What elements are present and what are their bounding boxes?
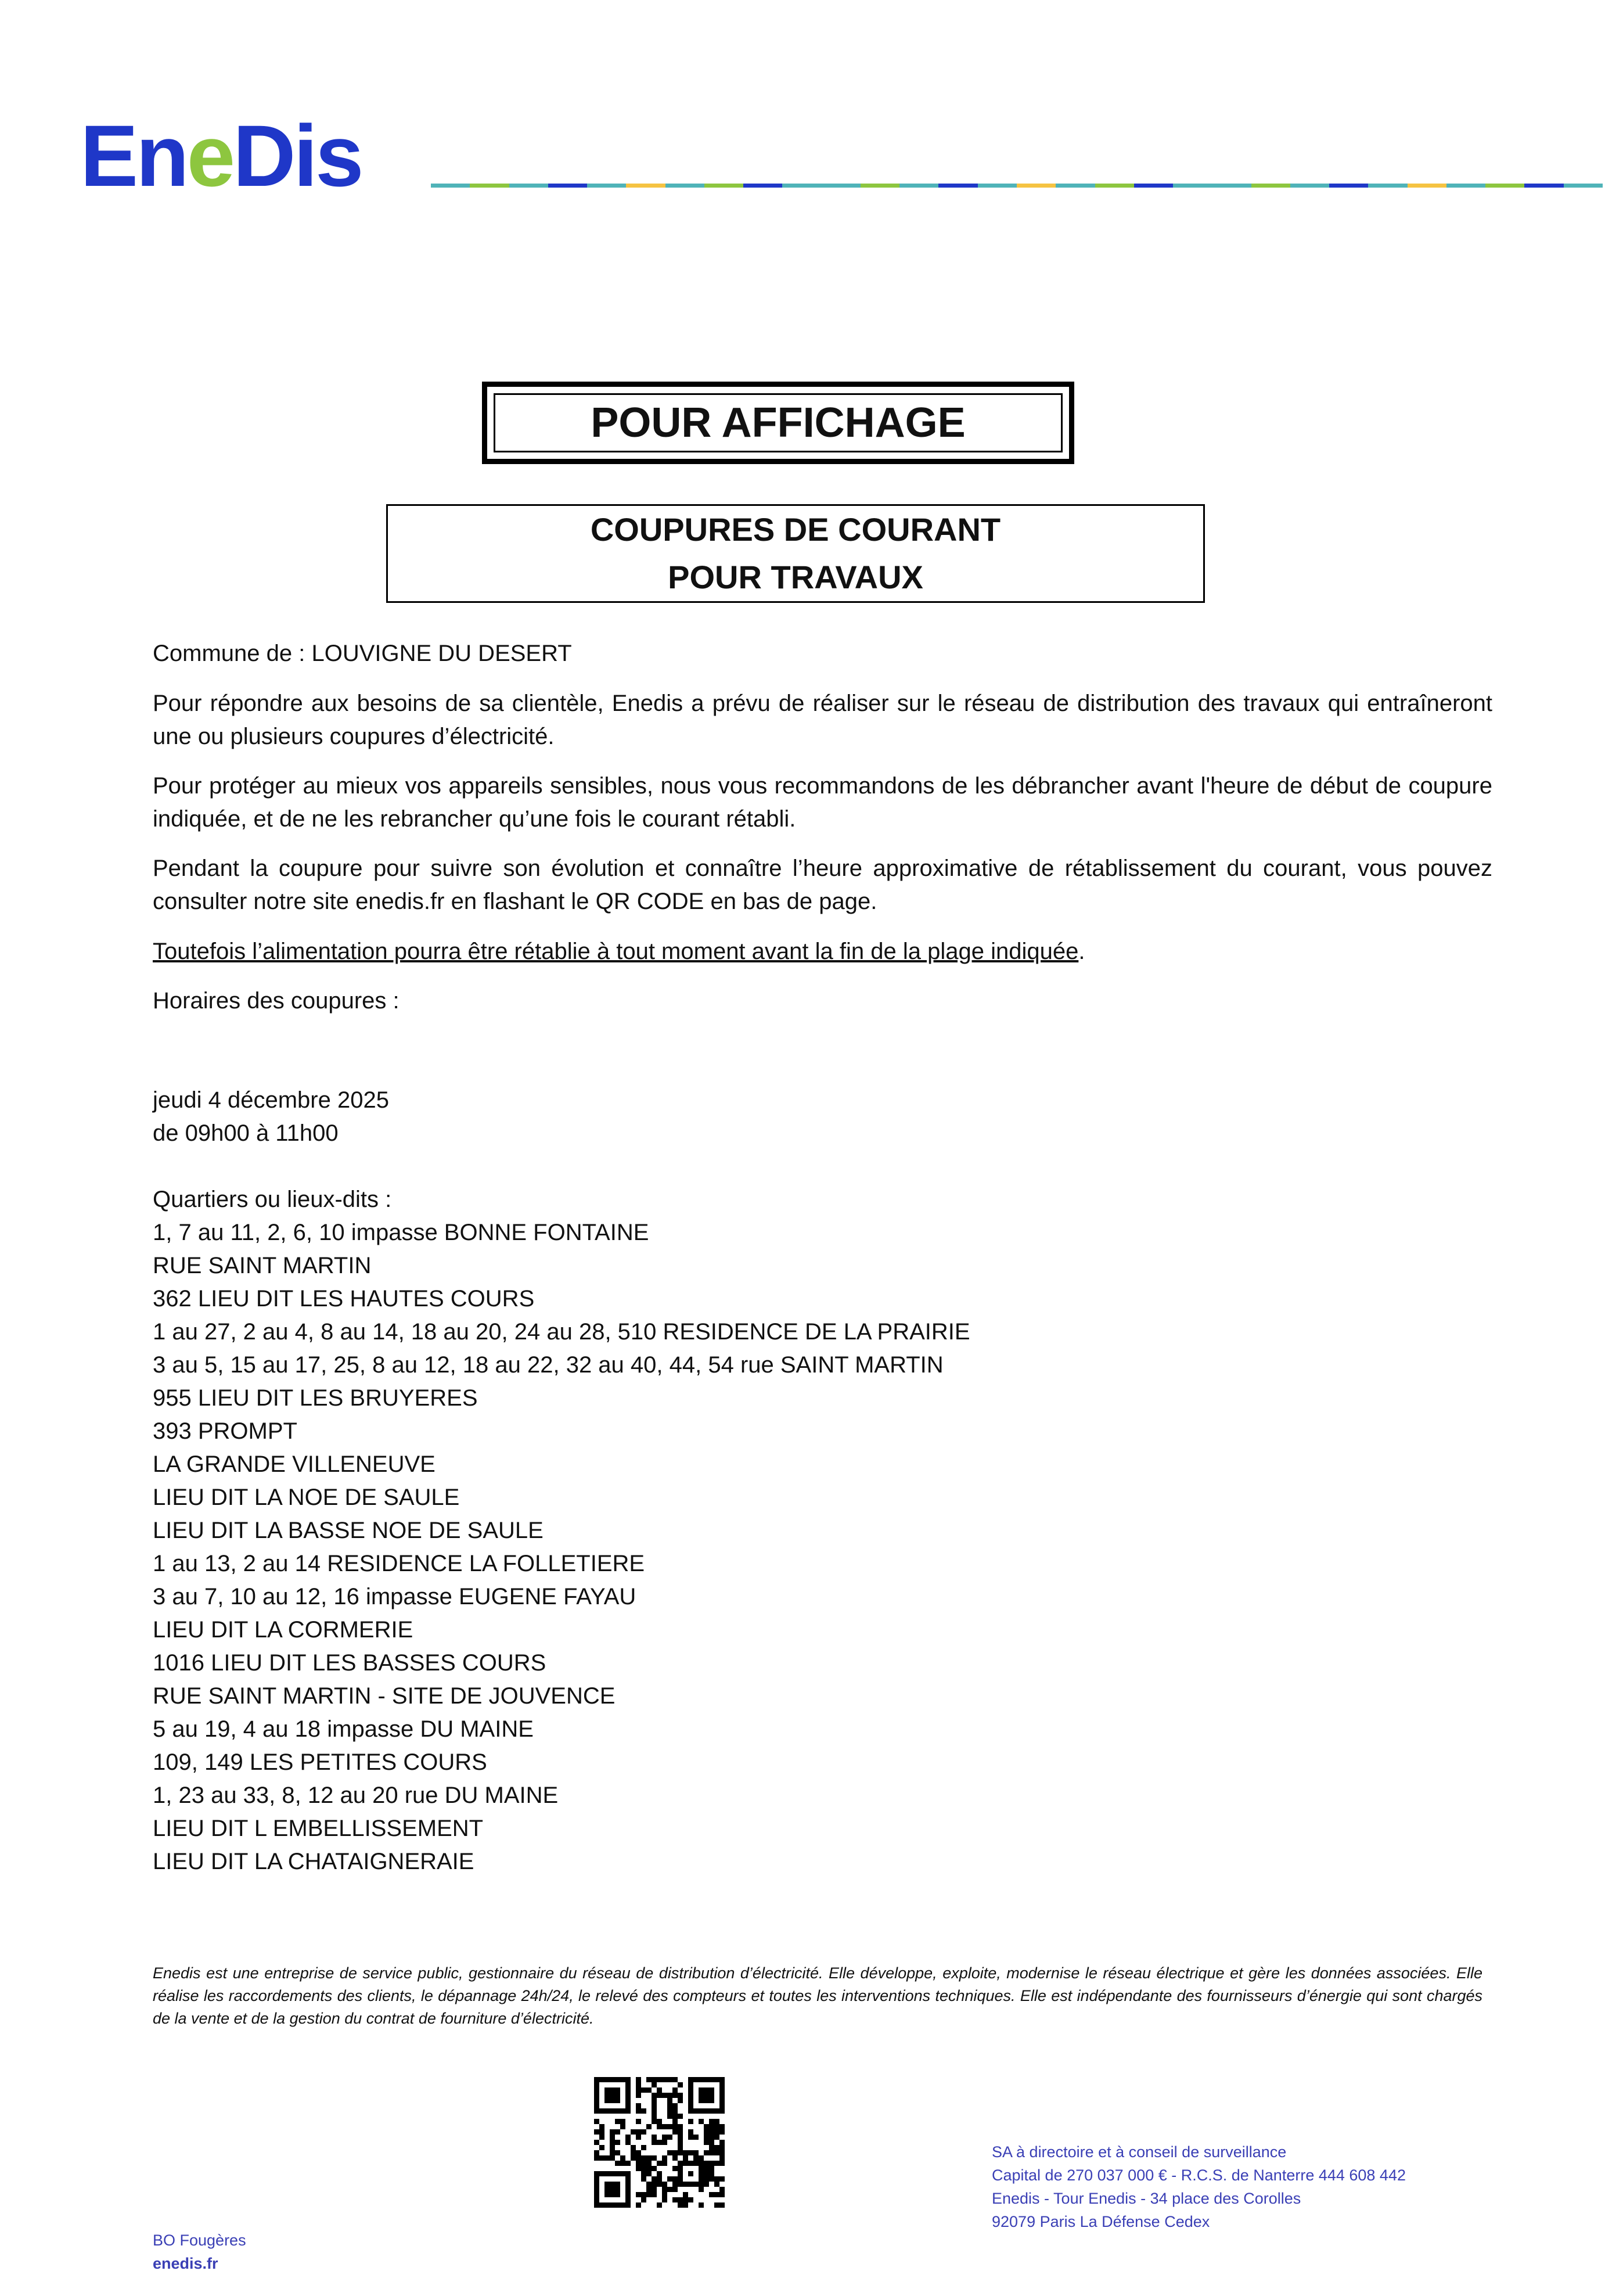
- legal-line-1: SA à directoire et à conseil de surveillance: [992, 2143, 1287, 2161]
- schedule-label: Horaires des coupures :: [153, 988, 400, 1014]
- enedis-logo: [80, 115, 417, 202]
- areas-label: Quartiers ou lieux-dits :: [153, 1187, 392, 1212]
- coupures-title-line2: POUR TRAVAUX: [668, 559, 923, 595]
- warning-text: Toutefois l’alimentation pourra être rétablie à tout moment avant la fin de la plage indiquée: [153, 939, 1079, 964]
- intro-paragraph: Pour répondre aux besoins de sa clientèle, Enedis a prévu de réaliser sur le réseau de distribution des travaux qui entraîneront une ou plusieurs coupures d’électricité.: [153, 691, 1492, 749]
- pour-affichage-banner: [482, 382, 1074, 464]
- area-item: RUE SAINT MARTIN - SITE DE JOUVENCE: [153, 1683, 616, 1709]
- area-item: LA GRANDE VILLENEUVE: [153, 1451, 436, 1477]
- area-item: 1 au 13, 2 au 14 RESIDENCE LA FOLLETIERE: [153, 1551, 645, 1576]
- qr-info-paragraph: Pendant la coupure pour suivre son évolution et connaître l’heure approximative de rétablissement du courant, vous pouvez consulter notre site enedis.fr en flashant le QR CODE en bas de page.: [153, 856, 1492, 914]
- area-item: 3 au 7, 10 au 12, 16 impasse EUGENE FAYAU: [153, 1584, 636, 1609]
- area-item: 1 au 27, 2 au 4, 8 au 14, 18 au 20, 24 au 28, 510 RESIDENCE DE LA PRAIRIE: [153, 1319, 970, 1345]
- area-item: 362 LIEU DIT LES HAUTES COURS: [153, 1286, 535, 1312]
- area-item: LIEU DIT L EMBELLISSEMENT: [153, 1816, 484, 1841]
- area-item: 393 PROMPT: [153, 1418, 297, 1444]
- area-item: 5 au 19, 4 au 18 impasse DU MAINE: [153, 1716, 534, 1742]
- legal-line-4: 92079 Paris La Défense Cedex: [992, 2213, 1210, 2230]
- area-item: LIEU DIT LA CORMERIE: [153, 1617, 413, 1643]
- brand-stripe: [431, 184, 1603, 188]
- advice-paragraph: Pour protéger au mieux vos appareils sensibles, nous vous recommandons de les débrancher avant l'heure de début de coupure indiquée, et de ne les rebrancher qu’une fois le courant rétabli.: [153, 773, 1492, 832]
- qr-code[interactable]: [594, 2077, 725, 2208]
- outage-date: jeudi 4 décembre 2025: [153, 1087, 389, 1113]
- area-item: 1, 7 au 11, 2, 6, 10 impasse BONNE FONTAINE: [153, 1220, 649, 1245]
- legal-line-3: Enedis - Tour Enedis - 34 place des Corolles: [992, 2190, 1301, 2207]
- area-item: LIEU DIT LA BASSE NOE DE SAULE: [153, 1518, 544, 1543]
- office-name: BO Fougères: [153, 2232, 246, 2249]
- coupures-title-line1: COUPURES DE COURANT: [590, 511, 1001, 548]
- area-item: 109, 149 LES PETITES COURS: [153, 1749, 487, 1775]
- warning-period: .: [1078, 939, 1085, 964]
- area-item: 1, 23 au 33, 8, 12 au 20 rue DU MAINE: [153, 1783, 559, 1808]
- website-link[interactable]: enedis.fr: [153, 2255, 218, 2272]
- areas-list: [153, 1216, 970, 1878]
- area-item: RUE SAINT MARTIN: [153, 1253, 372, 1278]
- coupures-title-box: [386, 504, 1205, 603]
- area-item: LIEU DIT LA CHATAIGNERAIE: [153, 1849, 474, 1874]
- area-item: 1016 LIEU DIT LES BASSES COURS: [153, 1650, 546, 1676]
- outage-time: de 09h00 à 11h00: [153, 1120, 339, 1146]
- svg-text:EneDis: EneDis: [80, 115, 362, 202]
- commune-line: Commune de : LOUVIGNE DU DESERT: [153, 641, 572, 666]
- company-disclaimer: Enedis est une entreprise de service public, gestionnaire du réseau de distribution d’électricité. Elle développe, exploite, modernise le réseau électrique et gère les données associées. Elle réalise les raccordements des clients, le dépannage 24h/24, le relevé des compteurs et toutes les interventions techniques. Elle est indépendante des fournisseurs d’énergie qui sont chargés de la vente et de la gestion du contrat de fourniture d’électricité.: [153, 1964, 1482, 2027]
- area-item: LIEU DIT LA NOE DE SAULE: [153, 1485, 460, 1510]
- warning-line: [153, 935, 1492, 968]
- area-item: 3 au 5, 15 au 17, 25, 8 au 12, 18 au 22, 32 au 40, 44, 54 rue SAINT MARTIN: [153, 1352, 944, 1378]
- legal-line-2: Capital de 270 037 000 € - R.C.S. de Nanterre 444 608 442: [992, 2166, 1406, 2184]
- banner-title: POUR AFFICHAGE: [494, 393, 1063, 452]
- area-item: 955 LIEU DIT LES BRUYERES: [153, 1385, 478, 1411]
